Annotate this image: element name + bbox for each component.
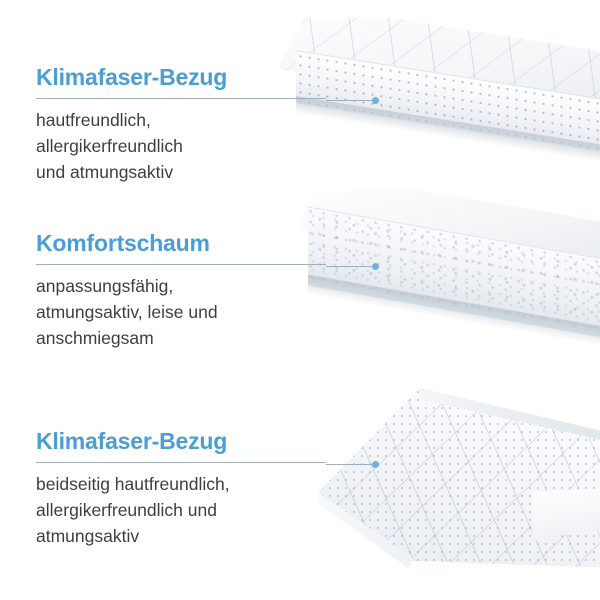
callout-2-body: [36, 274, 336, 352]
callout-3-body-line-1: beidseitig hautfreundlich,: [36, 474, 230, 494]
callout-2-heading: Komfortschaum: [36, 230, 210, 256]
callout-dot-1-icon: [372, 97, 379, 104]
callout-3-divider: [36, 462, 326, 463]
callout-3-body-line-2: allergikerfreundlich und: [36, 499, 217, 520]
callout-1-divider: [36, 98, 326, 99]
callout-3: [36, 428, 336, 550]
callout-dot-3-icon: [372, 461, 379, 468]
folded-cover-corner-image: [300, 382, 600, 582]
callout-dot-2-icon: [372, 263, 379, 270]
callout-2-divider: [36, 264, 326, 265]
folded-cover-face: [318, 388, 600, 568]
callout-1-body-line-2: allergikerfreundlich: [36, 135, 183, 156]
callout-2-body-line-2: atmungsaktiv, leise und: [36, 301, 218, 322]
callout-2-body-line-3: anschmiegsam: [36, 327, 154, 348]
callout-1: [36, 64, 336, 186]
callout-2-body-line-1: anpassungsfähig,: [36, 276, 174, 296]
callout-1-body-line-3: und atmungsaktiv: [36, 161, 174, 182]
callout-1-body: [36, 108, 336, 186]
callout-3-body-line-3: atmungsaktiv: [36, 525, 140, 546]
comfort-foam-slab-image: [300, 190, 600, 365]
callout-3-body: [36, 472, 336, 550]
callout-3-heading: Klimafaser-Bezug: [36, 428, 228, 454]
callout-2: [36, 230, 336, 352]
callout-1-body-line-1: hautfreundlich,: [36, 110, 151, 130]
quilt-perforation-pattern: [318, 388, 600, 568]
callout-1-heading: Klimafaser-Bezug: [36, 64, 228, 90]
